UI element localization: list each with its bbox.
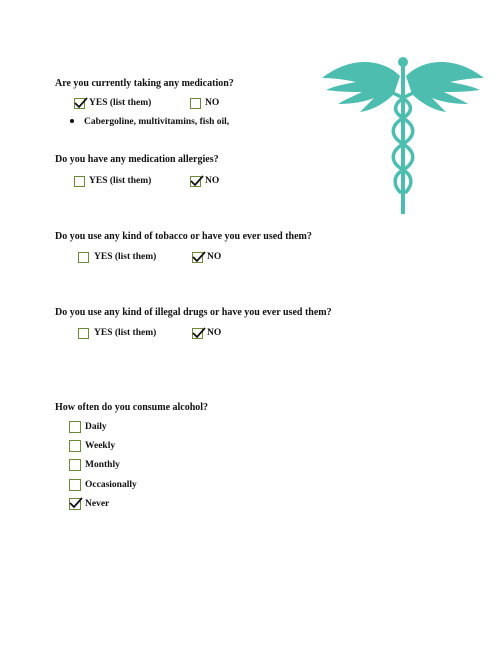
question-allergies: Do you have any medication allergies? bbox=[55, 154, 219, 165]
alcohol-option-occasionally[interactable] bbox=[69, 478, 137, 492]
alcohol-option-daily[interactable] bbox=[69, 420, 107, 434]
drugs-yes-option[interactable] bbox=[78, 326, 156, 340]
drugs-yes-checkbox[interactable] bbox=[78, 328, 89, 339]
allergies-no-checkbox[interactable] bbox=[190, 176, 201, 187]
drugs-yes-label: YES (list them) bbox=[94, 328, 157, 338]
alcohol-daily-checkbox[interactable] bbox=[69, 421, 81, 433]
medication-list-item bbox=[70, 117, 229, 127]
alcohol-never-checkbox[interactable] bbox=[69, 498, 81, 510]
question-tobacco: Do you use any kind of tobacco or have you ever used them? bbox=[55, 231, 312, 242]
alcohol-weekly-checkbox[interactable] bbox=[69, 440, 81, 452]
medication-no-checkbox[interactable] bbox=[190, 98, 201, 109]
medication-list-text: Cabergoline, multivitamins, fish oil, bbox=[84, 117, 230, 127]
alcohol-option-never[interactable] bbox=[69, 497, 109, 511]
alcohol-option-monthly[interactable] bbox=[69, 458, 120, 472]
caduceus-icon bbox=[320, 52, 486, 218]
question-medication: Are you currently taking any medication? bbox=[55, 78, 234, 89]
allergies-yes-label: YES (list them) bbox=[89, 176, 152, 186]
medication-yes-option[interactable] bbox=[74, 96, 151, 110]
allergies-yes-checkbox[interactable] bbox=[74, 176, 85, 187]
alcohol-never-label: Never bbox=[85, 499, 110, 509]
medication-yes-label: YES (list them) bbox=[89, 98, 152, 108]
medication-yes-checkbox[interactable] bbox=[74, 98, 85, 109]
question-alcohol: How often do you consume alcohol? bbox=[55, 402, 209, 413]
medication-no-option[interactable] bbox=[190, 96, 219, 110]
question-illegal-drugs: Do you use any kind of illegal drugs or have you ever used them? bbox=[55, 307, 332, 318]
alcohol-occasionally-label: Occasionally bbox=[85, 480, 137, 490]
allergies-no-label: NO bbox=[205, 176, 220, 186]
alcohol-monthly-checkbox[interactable] bbox=[69, 459, 81, 471]
tobacco-no-checkbox[interactable] bbox=[192, 252, 203, 263]
drugs-no-checkbox[interactable] bbox=[192, 328, 203, 339]
drugs-no-option[interactable] bbox=[192, 326, 221, 340]
tobacco-no-label: NO bbox=[207, 252, 222, 262]
tobacco-yes-label: YES (list them) bbox=[94, 252, 157, 262]
allergies-yes-option[interactable] bbox=[74, 174, 151, 188]
medication-no-label: NO bbox=[205, 98, 220, 108]
alcohol-option-weekly[interactable] bbox=[69, 439, 115, 453]
alcohol-daily-label: Daily bbox=[85, 422, 107, 432]
tobacco-yes-checkbox[interactable] bbox=[78, 252, 89, 263]
tobacco-yes-option[interactable] bbox=[78, 250, 156, 264]
drugs-no-label: NO bbox=[207, 328, 222, 338]
alcohol-monthly-label: Monthly bbox=[85, 460, 120, 470]
bullet-icon bbox=[70, 119, 74, 123]
allergies-no-option[interactable] bbox=[190, 174, 219, 188]
tobacco-no-option[interactable] bbox=[192, 250, 221, 264]
alcohol-weekly-label: Weekly bbox=[85, 441, 116, 451]
alcohol-occasionally-checkbox[interactable] bbox=[69, 479, 81, 491]
